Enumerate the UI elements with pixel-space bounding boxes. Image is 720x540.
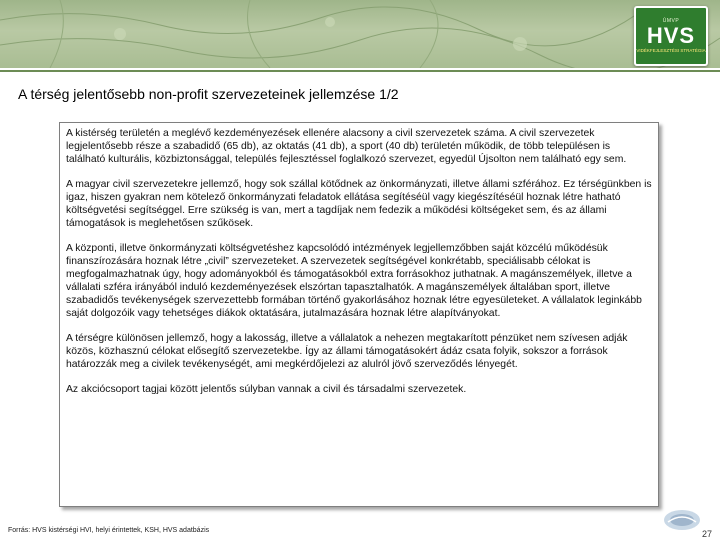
content-box (59, 122, 659, 507)
paragraph: A központi, illetve önkormányzati költségvetéshez kapcsolódó intézmények legjellemzőbben saját közcélú működésük finanszírozására hoznak létre „civil” szervezeteket. A szervezetek segítségével konkrétabb, speciálisabb célokat is megfogalmazhatnak úgy, hogy adományokból és támogatásokból extra forrásokhoz juthatnak. A magánszemélyek, illetve a vállalati szféra irányából induló kezdeményezések elszórtan tapasztalhatók. A magánszemélyek általában sport, illetve szabadidős tevékenységek szervezettebb formában történő gyakorlásához hoznak létre egyesületeket. A vállalatok leginkább saját dolgozóik vagy tehetséges diákok oktatására, jutalmazására hoznak létre alapítványokat. (66, 243, 642, 319)
header-banner (0, 0, 720, 68)
title-divider (0, 70, 720, 72)
paragraph: A térségre különösen jellemző, hogy a lakosság, illetve a vállalatok a nehezen megtakarított pénzüket nem szívesen adják közös, közhasznú célokat elősegítő szervezetekbe. Így az állami támogatásokért ádáz csata folyik, sokszor a források határozzák meg a civilek tevékenységét, ami megkérdőjelezi az alulról jövő szerveződés lényegét. (66, 333, 628, 370)
paragraph: A magyar civil szervezetekre jellemző, hogy sok szállal kötődnek az önkormányzati, illetve állami szférához. Ez térségünkben is igaz, hiszen gyakran nem kötelező önkormányzati feladatok ellátása segítéséül vagy kiegészítéséül hoznak létre hatható költségvetési segítséggel. Erre szükség is van, mert a tagdíjak nem fedezik a működési költségeket sem, és az állami támogatások is meglehetősen szűkösek. (66, 179, 652, 229)
logo-main-text: HVS (646, 23, 696, 48)
hvs-logo (634, 6, 708, 66)
page-title: A térség jelentősebb non-profit szervezeteinek jellemzése 1/2 (18, 86, 399, 102)
logo-top-text: ÚMVP (662, 18, 680, 24)
map-texture (0, 0, 720, 68)
logo-sub-text: VIDÉKFEJLESZTÉSI STRATÉGIA (636, 48, 706, 53)
footer-emblem-icon (662, 508, 702, 532)
paragraph: A kistérség területén a meglévő kezdeményezések ellenére alacsony a civil szervezetek száma. A civil szervezetek legjelentősebb része a szabadidő (65 db), az oktatás (41 db), a sport (40 db) területén működik, de több településen is található kulturális, közbiztonsággal, település fejlesztéssel foglalkozó szervezet, egyedül Újsolton nem található egy sem. (66, 128, 627, 165)
source-note: Forrás: HVS kistérségi HVI, helyi érintettek, KSH, HVS adatbázis (8, 527, 210, 534)
page-number: 27 (701, 529, 712, 539)
paragraph: Az akciócsoport tagjai között jelentős súlyban vannak a civil és társadalmi szervezetek. (66, 384, 467, 395)
